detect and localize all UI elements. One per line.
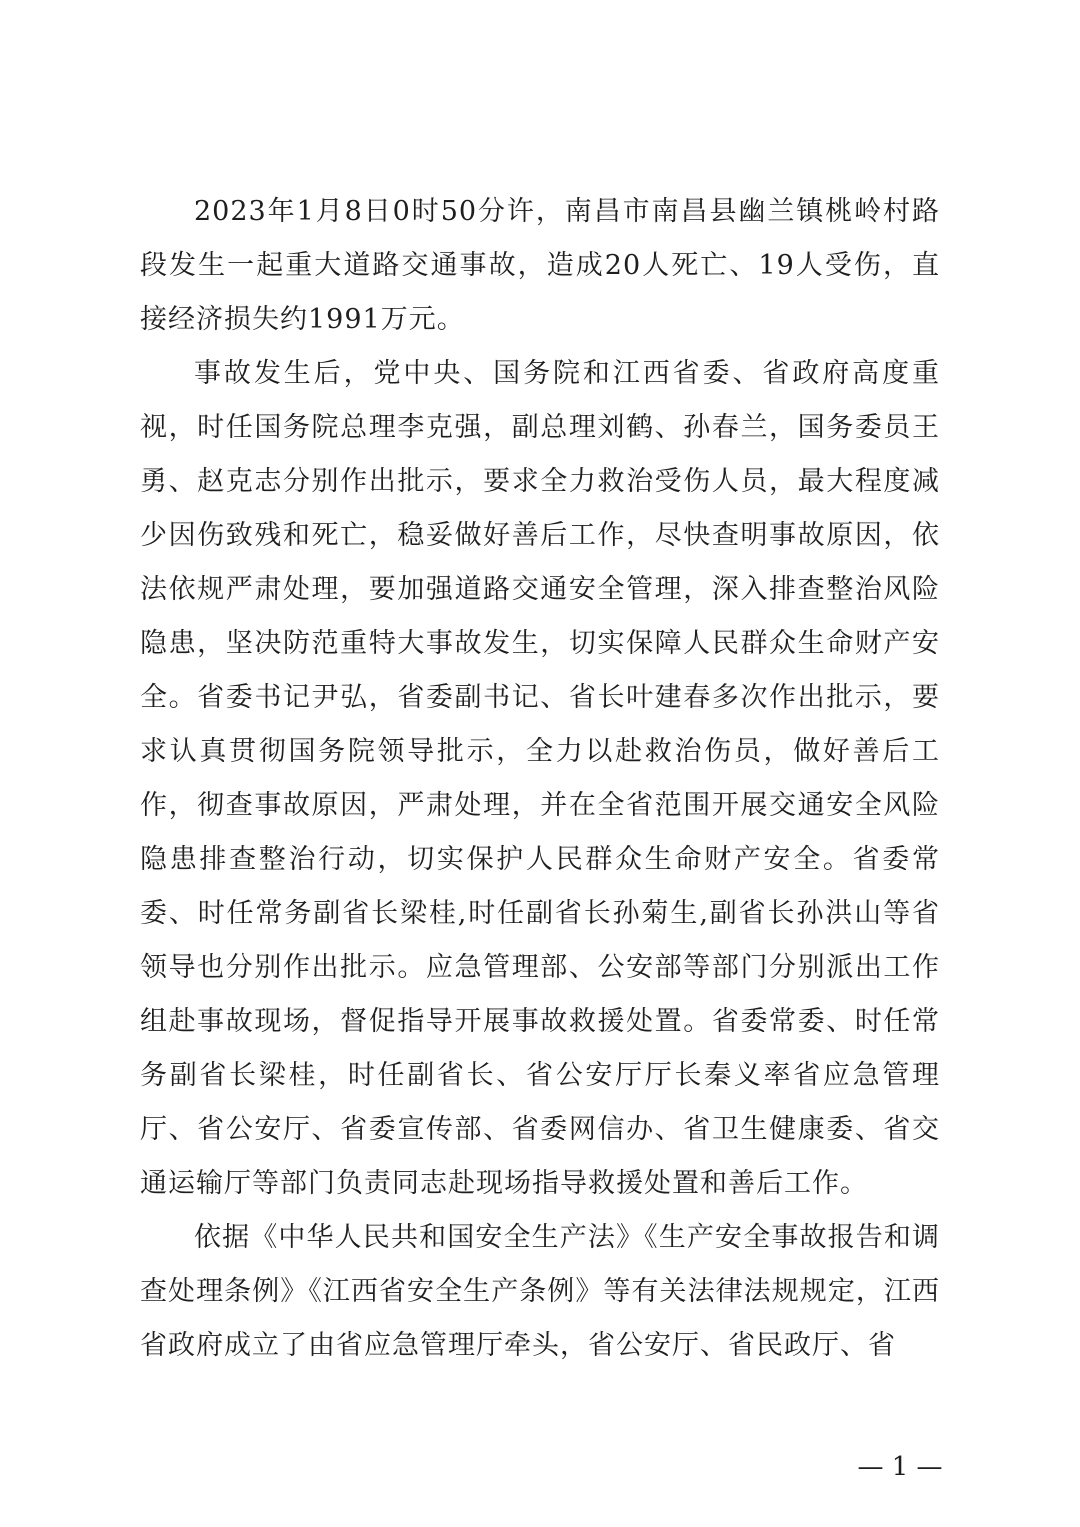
page-number: — 1 —	[857, 1452, 943, 1482]
paragraph-response: 事故发生后，党中央、国务院和江西省委、省政府高度重视，时任国务院总理李克强，副总理刘鹤、孙春兰，国务委员王勇、赵克志分别作出批示，要求全力救治受伤人员，最大程度减少因伤致残和死亡，稳妥做好善后工作，尽快查明事故原因，依法依规严肃处理，要加强道路交通安全管理，深入排查整治风险隐患，坚决防范重特大事故发生，切实保障人民群众生命财产安全。省委书记尹弘，省委副书记、省长叶建春多次作出批示，要求认真贯彻国务院领导批示，全力以赴救治伤员，做好善后工作，彻查事故原因，严肃处理，并在全省范围开展交通安全风险隐患排查整治行动，切实保护人民群众生命财产安全。省委常委、时任常务副省长梁桂,时任副省长孙菊生,副省长孙洪山等省领导也分别作出批示。应急管理部、公安部等部门分别派出工作组赴事故现场，督促指导开展事故救援处置。省委常委、时任常务副省长梁桂，时任副省长、省公安厅厅长秦义率省应急管理厅、省公安厅、省委宣传部、省委网信办、省卫生健康委、省交通运输厅等部门负责同志赴现场指导救援处置和善后工作。	[140, 358, 940, 1199]
paragraph-accident-summary: 2023年1月8日0时50分许，南昌市南昌县幽兰镇桃岭村路段发生一起重大道路交通事故，造成20人死亡、19人受伤，直接经济损失约1991万元。	[140, 196, 940, 335]
paragraph-legal-basis: 依据《中华人民共和国安全生产法》《生产安全事故报告和调查处理条例》《江西省安全生产条例》等有关法律法规规定，江西省政府成立了由省应急管理厅牵头，省公安厅、省民政厅、省	[140, 1222, 940, 1361]
document-body	[140, 185, 940, 1373]
